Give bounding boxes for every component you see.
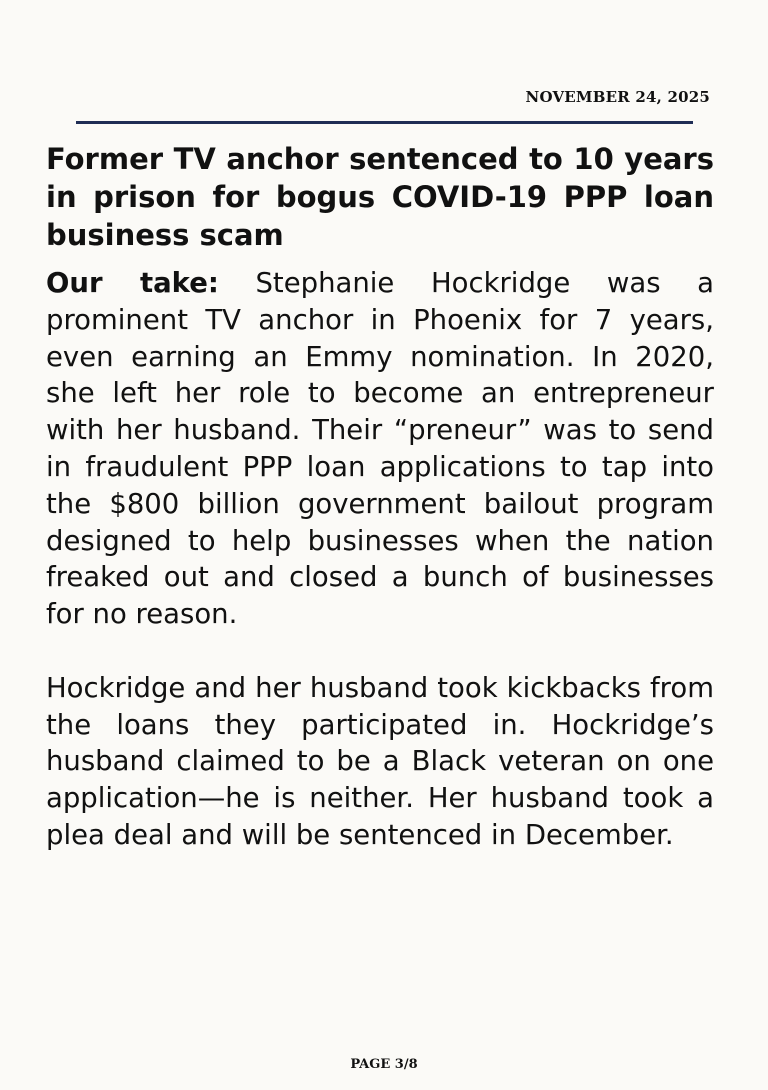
publication-date: NOVEMBER 24, 2025 bbox=[525, 88, 710, 106]
article-headline: Former TV anchor sentenced to 10 years in prison for bogus COVID-19 PPP loan business scam bbox=[46, 142, 714, 252]
page-number: PAGE 3/8 bbox=[350, 1057, 418, 1072]
article-paragraph-2: Hockridge and her husband took kickbacks from the loans they participated in. Hockridge’s husband claimed to be a Black veteran on one application—he is neither. Her husband took a plea deal and will be sentenced in December. bbox=[46, 671, 714, 851]
article-body bbox=[46, 265, 714, 854]
header-divider bbox=[76, 121, 693, 124]
article-paragraph-1 bbox=[46, 265, 714, 633]
lead-label: Our take: bbox=[46, 267, 219, 299]
paragraph-1-text: Stephanie Hockridge was a prominent TV anchor in Phoenix for 7 years, even earning an Emmy nomination. In 2020, she left her role to become an entrepreneur with her husband. Their “preneur” was to send in fraudulent PPP loan applications to tap into the $800 billion government bailout program designed to help businesses when the nation freaked out and closed a bunch of businesses for no reason. bbox=[46, 267, 714, 631]
